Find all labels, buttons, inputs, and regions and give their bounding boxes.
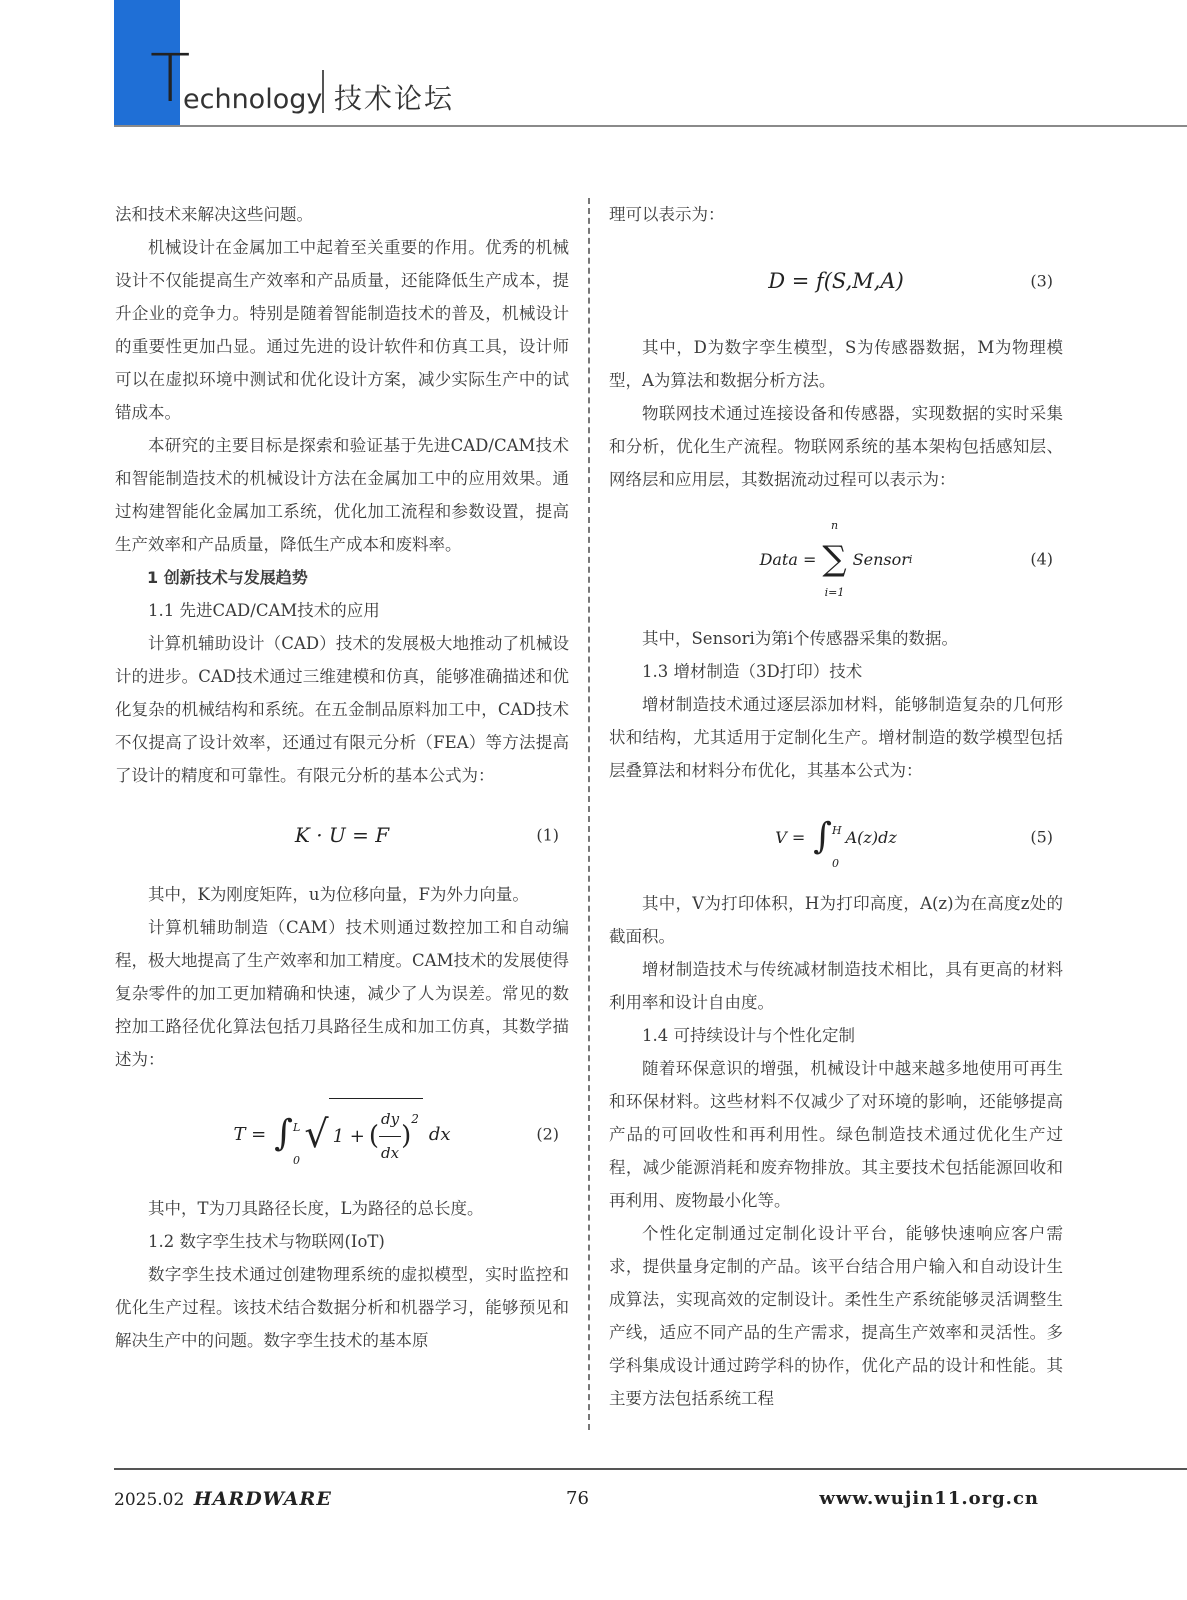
paragraph: 理可以表示为： (609, 205, 725, 224)
upper-limit: L (293, 1121, 301, 1134)
upper-limit: H (832, 824, 842, 837)
summation (822, 509, 846, 609)
issue-date: 2025.02 (114, 1490, 185, 1510)
integral-limits (832, 814, 842, 870)
subscript: i (908, 552, 913, 566)
integral-sign: ∫ (813, 816, 833, 857)
lower-limit: 0 (832, 857, 840, 870)
fraction-denominator: dx (380, 1144, 400, 1162)
fraction-numerator: dy (379, 1103, 401, 1137)
section-heading: 1 创新技术与发展趋势 (147, 568, 308, 587)
integral-sign: ∫ (274, 1113, 294, 1154)
right-column (609, 198, 1063, 1415)
subsection-heading: 1.4 可持续设计与个性化定制 (642, 1026, 855, 1045)
equation-2 (115, 1076, 569, 1192)
paragraph: 法和技术来解决这些问题。 (115, 205, 313, 224)
equation-5 (609, 787, 1063, 887)
equation-number: (1) (536, 825, 559, 845)
paragraph: 其中，K为刚度矩阵，u为位移向量，F为外力向量。 (148, 885, 529, 904)
paragraph: 其中，D为数字孪生模型，S为传感器数据，M为物理模型，A为算法和数据分析方法。 (609, 338, 1063, 390)
equation-number: (2) (536, 1124, 559, 1144)
equation-term: 1 + (332, 1126, 365, 1147)
lower-limit: 0 (293, 1154, 301, 1167)
integral-limits (293, 1111, 301, 1167)
equation-1 (115, 792, 569, 878)
upper-limit: n (830, 519, 839, 532)
equation-lhs: V = (775, 827, 806, 847)
paragraph: 其中，T为刀具路径长度，L为路径的总长度。 (148, 1199, 484, 1218)
equation-lhs: T = (233, 1123, 267, 1145)
equation-number: (3) (1030, 271, 1053, 291)
equation-3 (609, 231, 1063, 331)
page-number: 76 (566, 1488, 589, 1509)
paragraph: 个性化定制通过定制化设计平台，能够快速响应客户需求，提供量身定制的产品。该平台结合用户输入和自动设计生成算法，实现高效的定制设计。柔性生产系统能够灵活调整生产线，适应不同产品的生产需求，提高生产效率和灵活性。多学科集成设计通过跨学科的协作，优化产品的设计和性能。其主要方法包括系统工程 (609, 1224, 1063, 1408)
footer-issue (114, 1488, 332, 1510)
subsection-heading: 1.2 数字孪生技术与物联网(IoT) (148, 1232, 385, 1251)
header-section-title: 技术论坛 (334, 82, 455, 115)
differential: dx (428, 1123, 451, 1145)
journal-name: HARDWARE (193, 1488, 332, 1510)
paragraph: 计算机辅助制造（CAM）技术则通过数控加工和自动编程，极大地提高了生产效率和加工精度。CAM技术的发展使得复杂零件的加工更加精确和快速，减少了人为误差。常见的数控加工路径优化算法包括刀具路径生成和加工仿真，其数学描述为： (115, 918, 569, 1069)
paragraph: 增材制造技术通过逐层添加材料，能够制造复杂的几何形状和结构，尤其适用于定制化生产。增材制造的数学模型包括层叠算法和材料分布优化，其基本公式为： (609, 695, 1063, 780)
header-separator (322, 70, 324, 113)
equation-body: D = f(S,M,A) (768, 268, 904, 293)
left-column (115, 198, 569, 1357)
footer-rule (114, 1468, 1187, 1470)
header-rule (114, 125, 1187, 127)
subsection-heading: 1.1 先进CAD/CAM技术的应用 (148, 601, 380, 620)
footer-website: www.wujin11.org.cn (819, 1488, 1039, 1509)
equation-number: (4) (1030, 549, 1053, 569)
exponent: 2 (411, 1112, 419, 1126)
square-root: √ 1 + ( $\frac{dy}{dx}$ ) $^2$ (304, 1098, 423, 1170)
lower-limit: i=1 (824, 586, 845, 599)
sigma-sign: ∑ (822, 539, 847, 579)
equation-lhs: Data = (759, 549, 817, 569)
summation-term: Sensor (852, 549, 909, 569)
integrand: A(z)dz (845, 827, 897, 847)
paragraph: 其中，Sensori为第i个传感器采集的数据。 (642, 629, 959, 648)
paragraph: 数字孪生技术通过创建物理系统的虚拟模型，实时监控和优化生产过程。该技术结合数据分析和机器学习，能够预见和解决生产中的问题。数字孪生技术的基本原 (115, 1265, 569, 1350)
paragraph: 本研究的主要目标是探索和验证基于先进CAD/CAM技术和智能制造技术的机械设计方法在金属加工中的应用效果。通过构建智能化金属加工系统，优化加工流程和参数设置，提高生产效率和产品质量，降低生产成本和废料率。 (115, 436, 569, 554)
header-initial-letter: T (150, 40, 191, 117)
column-divider (588, 198, 590, 1430)
equation-4 (609, 496, 1063, 622)
paragraph: 随着环保意识的增强，机械设计中越来越多地使用可再生和环保材料。这些材料不仅减少了对环境的影响，还能够提高产品的可回收性和再利用性。绿色制造技术通过优化生产过程，减少能源消耗和废弃物排放。其主要技术包括能源回收和再利用、废物最小化等。 (609, 1059, 1063, 1210)
equation-body: K · U = F (294, 822, 390, 847)
derivative-fraction (379, 1103, 401, 1170)
paragraph: 其中，V为打印体积，H为打印高度，A(z)为在高度z处的截面积。 (609, 894, 1063, 946)
paragraph: 计算机辅助设计（CAD）技术的发展极大地推动了机械设计的进步。CAD技术通过三维建模和仿真，能够准确描述和优化复杂的机械结构和系统。在五金制品原料加工中，CAD技术不仅提高了设计效率，还通过有限元分析（FEA）等方法提高了设计的精度和可靠性。有限元分析的基本公式为： (115, 634, 569, 785)
equation-number: (5) (1030, 827, 1053, 847)
paragraph: 机械设计在金属加工中起着至关重要的作用。优秀的机械设计不仅能提高生产效率和产品质量，还能降低生产成本，提升企业的竞争力。特别是随着智能制造技术的普及，机械设计的重要性更加凸显。通过先进的设计软件和仿真工具，设计师可以在虚拟环境中测试和优化设计方案，减少实际生产中的试错成本。 (115, 238, 569, 422)
paragraph: 物联网技术通过连接设备和传感器，实现数据的实时采集和分析，优化生产流程。物联网系统的基本架构包括感知层、网络层和应用层，其数据流动过程可以表示为： (609, 404, 1063, 489)
header-title: echnology (183, 84, 323, 115)
subsection-heading: 1.3 增材制造（3D打印）技术 (642, 662, 863, 681)
radical-sign: √ (304, 1112, 329, 1156)
paragraph: 增材制造技术与传统减材制造技术相比，具有更高的材料利用率和设计自由度。 (609, 960, 1063, 1012)
